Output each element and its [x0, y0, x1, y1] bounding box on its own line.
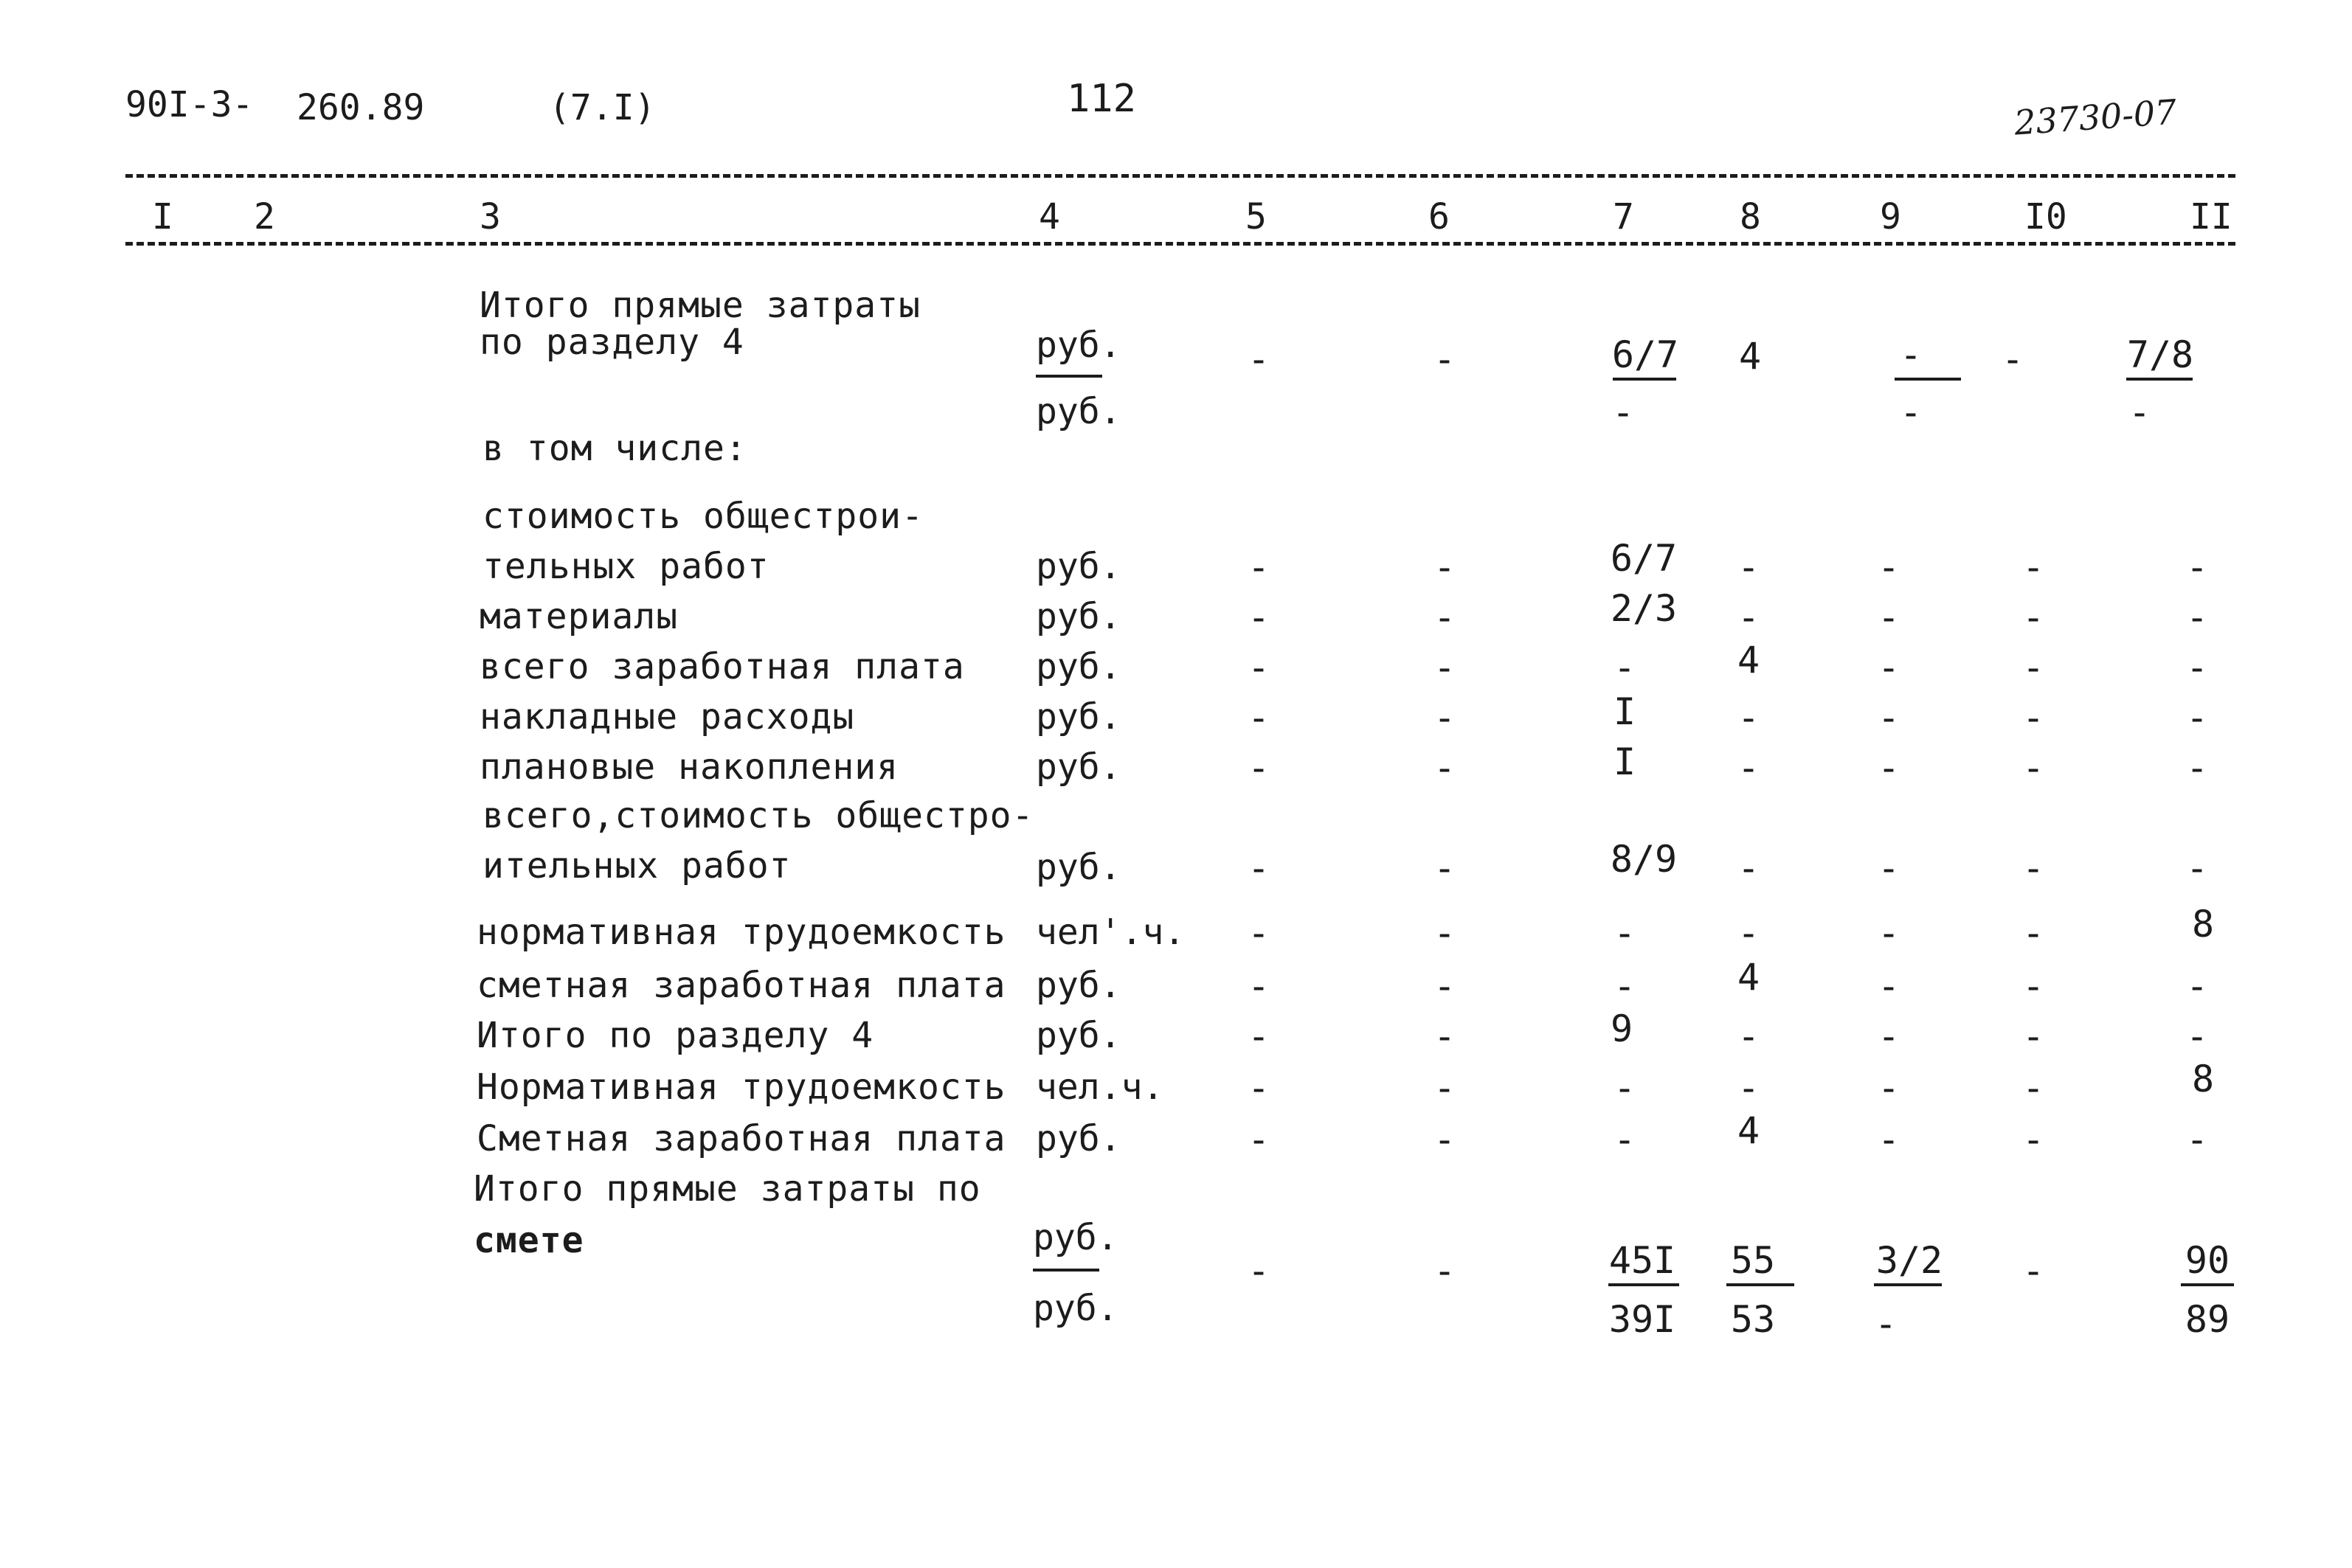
column-header-5: 5: [1245, 196, 1267, 237]
cell-col10: -: [2021, 746, 2045, 789]
cell-col6: -: [1433, 546, 1456, 589]
cell-col11: -: [2185, 546, 2209, 589]
cell-col5: -: [1247, 912, 1270, 954]
cell-col9: -: [1877, 546, 1900, 589]
cell-col10: -: [2021, 1015, 2045, 1058]
cell-col9: -: [1877, 596, 1900, 639]
row-unit: чел'.ч.: [1036, 912, 1186, 953]
cell-col11: -: [2185, 596, 2209, 639]
row-unit: руб.: [1036, 965, 1121, 1006]
row-label: Итого прямые затраты: [480, 285, 921, 326]
unit-denominator: руб.: [1033, 1288, 1118, 1329]
cell-col6: -: [1433, 1249, 1456, 1292]
cell-col6: -: [1433, 596, 1456, 639]
cell-col8-bottom: 53: [1730, 1298, 1776, 1341]
cell-col7: 9: [1610, 1007, 1633, 1050]
cell-col7: 6/7: [1611, 333, 1679, 376]
cell-col6: -: [1433, 1066, 1456, 1109]
cell-col6: -: [1433, 646, 1456, 689]
fraction-bar: [1613, 378, 1676, 381]
row-unit: руб.: [1036, 746, 1121, 788]
row-label: плановые накопления: [480, 746, 899, 788]
row-label: всего заработная плата: [480, 646, 965, 687]
unit-denominator: руб.: [1036, 391, 1121, 432]
row-label: материалы: [480, 596, 679, 637]
cell-col8: -: [1737, 912, 1760, 954]
row-label: Итого по разделу 4: [477, 1015, 874, 1056]
cell-col10: -: [2021, 847, 2045, 889]
fraction-bar: [1033, 1269, 1099, 1272]
cell-col8: 55: [1730, 1239, 1776, 1282]
cell-col8: 4: [1737, 639, 1760, 681]
cell-col9: 3/2: [1875, 1239, 1943, 1282]
row-label: сметная заработная плата: [477, 965, 1006, 1006]
column-header-1: I: [152, 196, 173, 237]
cell-col11: 8: [2191, 1058, 2215, 1100]
row-label: стоимость общестрои-: [482, 496, 924, 537]
document-code: 90I-3-: [125, 84, 254, 125]
row-unit: руб.: [1036, 646, 1121, 687]
row-label: по разделу 4: [480, 322, 744, 363]
row-label: смете: [474, 1220, 584, 1261]
top-rule: [125, 174, 2235, 178]
cell-col5: -: [1247, 1118, 1270, 1161]
column-header-rule: [125, 242, 2235, 246]
cell-col8: 4: [1737, 1109, 1760, 1152]
row-label: Сметная заработная плата: [477, 1118, 1006, 1159]
cell-col11: -: [2185, 696, 2209, 739]
cell-col9: -: [1877, 646, 1900, 689]
cell-col7: 45I: [1608, 1239, 1676, 1282]
row-label: Нормативная трудоемкость: [477, 1066, 1006, 1108]
cell-col6: -: [1433, 338, 1456, 381]
row-unit: чел.ч.: [1036, 1066, 1164, 1108]
fraction-bar: [1608, 1283, 1679, 1286]
cell-col10: -: [2021, 965, 2045, 1007]
cell-col10: -: [2021, 596, 2045, 639]
row-unit: руб.: [1036, 1118, 1121, 1159]
row-label: ительных работ: [482, 845, 792, 887]
cell-col9: -: [1877, 1015, 1900, 1058]
column-header-3: 3: [480, 196, 501, 237]
column-header-8: 8: [1740, 196, 1761, 237]
cell-col10: -: [2021, 546, 2045, 589]
cell-col5: -: [1247, 646, 1270, 689]
cell-col7: -: [1613, 965, 1636, 1007]
cell-col11: -: [2185, 746, 2209, 789]
cell-col7: I: [1613, 690, 1636, 733]
row-label: накладные расходы: [480, 696, 855, 738]
fraction-bar: [1726, 1283, 1794, 1286]
cell-col10: -: [2021, 1066, 2045, 1109]
cell-col7: 8/9: [1610, 838, 1678, 881]
cell-col9: -: [1899, 333, 1923, 376]
cell-col11: -: [2185, 847, 2209, 889]
cell-col7: I: [1613, 740, 1636, 783]
cell-col11: 8: [2191, 903, 2215, 946]
cell-col11-bottom: 89: [2185, 1298, 2230, 1341]
cell-col11: -: [2185, 965, 2209, 1007]
cell-col5: -: [1247, 596, 1270, 639]
cell-col11: 7/8: [2126, 333, 2194, 376]
cell-col7-bottom: 39I: [1608, 1298, 1676, 1341]
row-label: в том числе:: [482, 428, 747, 469]
cell-col10: -: [2001, 338, 2024, 381]
cell-col10: -: [2021, 912, 2045, 954]
row-unit: руб.: [1036, 1015, 1121, 1056]
cell-col9-bottom: -: [1899, 391, 1923, 434]
cell-col6: -: [1433, 1015, 1456, 1058]
cell-col9: -: [1877, 847, 1900, 889]
row-unit: руб.: [1036, 596, 1121, 637]
cell-col7: -: [1613, 912, 1636, 954]
cell-col8: -: [1737, 746, 1760, 789]
column-header-2: 2: [254, 196, 275, 237]
cell-col8: -: [1737, 1015, 1760, 1058]
cell-col9: -: [1877, 912, 1900, 954]
cell-col9: -: [1877, 1118, 1900, 1161]
row-label: нормативная трудоемкость: [477, 912, 1006, 953]
row-unit: руб.: [1036, 847, 1121, 888]
archive-number: 23730-07: [2013, 91, 2179, 143]
row-unit: руб.: [1036, 546, 1121, 587]
row-label: Итого прямые затраты по: [474, 1168, 981, 1210]
unit-numerator: руб.: [1033, 1217, 1118, 1258]
cell-col8: -: [1737, 696, 1760, 739]
cell-col7: -: [1613, 1118, 1636, 1161]
cell-col10: -: [2021, 1118, 2045, 1161]
fraction-bar: [1036, 375, 1102, 378]
cell-col11: -: [2185, 646, 2209, 689]
column-header-7: 7: [1613, 196, 1634, 237]
cell-col11: 90: [2185, 1239, 2230, 1282]
fraction-bar: [2181, 1283, 2234, 1286]
cell-col9-bottom: -: [1874, 1302, 1898, 1345]
cell-col8: -: [1737, 546, 1760, 589]
fraction-bar: [2126, 378, 2193, 381]
cell-col9: -: [1877, 965, 1900, 1007]
column-header-6: 6: [1428, 196, 1450, 237]
column-header-10: I0: [2024, 196, 2067, 237]
cell-col5: -: [1247, 746, 1270, 789]
row-label: всего,стоимость общестро-: [482, 795, 1034, 836]
unit-numerator: руб.: [1036, 325, 1121, 366]
cell-col6: -: [1433, 1118, 1456, 1161]
cell-col5: -: [1247, 338, 1270, 381]
cell-col5: -: [1247, 965, 1270, 1007]
cell-col7: -: [1613, 646, 1636, 689]
cell-col11-bottom: -: [2128, 391, 2151, 434]
cell-col6: -: [1433, 847, 1456, 889]
column-header-11: II: [2190, 196, 2232, 237]
cell-col5: -: [1247, 546, 1270, 589]
cell-col8: -: [1737, 596, 1760, 639]
row-unit: руб.: [1036, 696, 1121, 738]
document-number: 260.89: [297, 87, 425, 128]
cell-col10: -: [2021, 1249, 2045, 1292]
cell-col8: 4: [1738, 335, 1762, 378]
cell-col9: -: [1877, 1066, 1900, 1109]
cell-col5: -: [1247, 696, 1270, 739]
cell-col5: -: [1247, 1066, 1270, 1109]
cell-col10: -: [2021, 646, 2045, 689]
cell-col7: 6/7: [1610, 537, 1678, 580]
cell-col10: -: [2021, 696, 2045, 739]
cell-col6: -: [1433, 912, 1456, 954]
cell-col5: -: [1247, 1249, 1270, 1292]
cell-col6: -: [1433, 965, 1456, 1007]
cell-col8: -: [1737, 1066, 1760, 1109]
cell-col9: -: [1877, 696, 1900, 739]
cell-col6: -: [1433, 696, 1456, 739]
cell-col7: 2/3: [1610, 587, 1678, 630]
cell-col5: -: [1247, 1015, 1270, 1058]
cell-col7: -: [1613, 1066, 1636, 1109]
fraction-bar: [1895, 378, 1961, 381]
section-number: (7.I): [549, 87, 656, 128]
fraction-bar: [1874, 1283, 1942, 1286]
cell-col8: 4: [1737, 956, 1760, 999]
cell-col7-bottom: -: [1611, 391, 1635, 434]
cell-col6: -: [1433, 746, 1456, 789]
cell-col9: -: [1877, 746, 1900, 789]
cell-col5: -: [1247, 847, 1270, 889]
page-number: 112: [1067, 77, 1136, 121]
cell-col11: -: [2185, 1118, 2209, 1161]
column-header-9: 9: [1880, 196, 1901, 237]
column-header-4: 4: [1039, 196, 1060, 237]
row-label: тельных работ: [482, 546, 769, 587]
cell-col11: -: [2185, 1015, 2209, 1058]
cell-col8: -: [1737, 847, 1760, 889]
